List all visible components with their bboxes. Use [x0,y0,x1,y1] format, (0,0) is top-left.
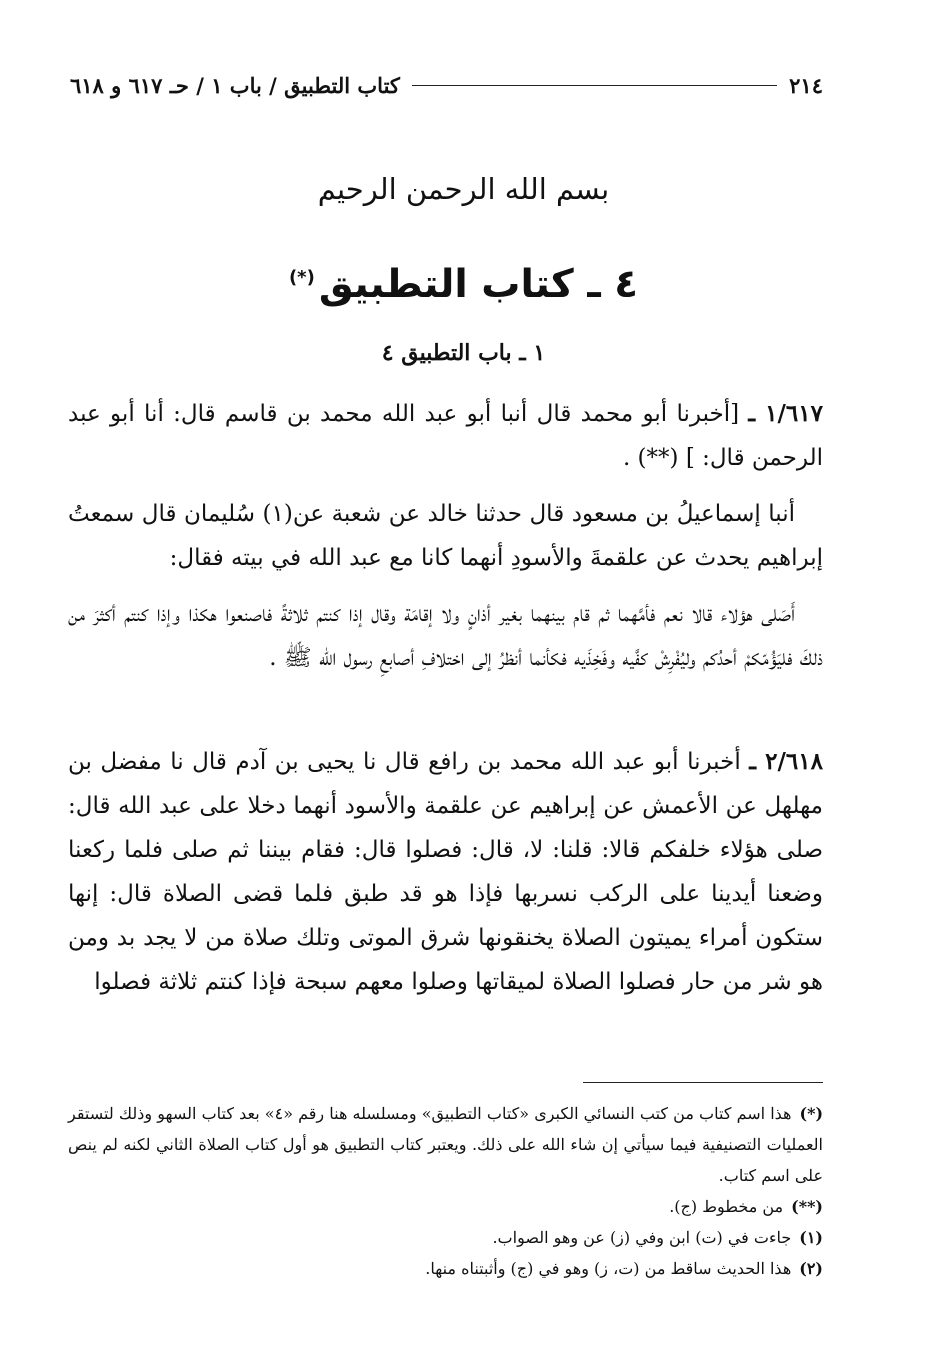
footnotes [68,1098,823,1284]
book-title-text: ٤ ـ كتاب التطبيق [318,262,639,307]
footnote-separator [583,1082,823,1083]
footnote-text: من مخطوط (ج). [669,1197,784,1216]
book-title-marker: (*) [288,267,315,288]
chain-text: أنبا إسماعيلُ بن مسعود قال حدثنا خالد عن شعبة عن(١) سُليمان قال سمعتُ إبراهيم يحدث عن علقمةَ والأسودِ أنهما كانا مع عبد الله في بيته فقال: [68,501,823,571]
page-number: ٢١٤ [789,72,823,98]
matn-text: أَصَلى هؤلاء قالا نعم فأمَّهما ثم قام بينهما بغير أذانٍ ولا إقامَة وقال إذا كنتم ثلاثةً فاصنعوا هكذا وإذا كنتم أكثرَ من ذلكَ فليَؤُمّكمْ أحدُكم وليُفْرِشْ كفَّيه وفَخِذَيه فكأنما أنظرُ إلى اختلافِ أصابعِ رسول الله ﷺ . [68,601,823,671]
footnote [68,1253,823,1284]
hadith-617-chain [68,492,823,580]
footnote [68,1098,823,1191]
footnote-mark: (*) [799,1104,824,1123]
hadith-617-isnad-intro [68,392,823,480]
hadith-617-matn [68,592,823,680]
hadith-618 [68,740,823,1004]
footnote-text: هذا الحديث ساقط من (ت، ز) وهو في (ج) وأثبتناه منها. [425,1259,792,1278]
footnote-text: جاءت في (ت) ابن وفي (ز) عن وهو الصواب. [492,1228,792,1247]
basmala: بسم الله الرحمن الرحيم [317,172,610,206]
chapter-title: ١ ـ باب التطبيق ٤ [381,340,546,366]
footnote [68,1191,823,1222]
book-title [0,262,927,307]
footnote [68,1222,823,1253]
header-rule [412,85,777,86]
page-header [70,70,823,100]
hadith-number: ٢/٦١٨ ـ [749,748,823,775]
footnote-text: هذا اسم كتاب من كتب النسائي الكبرى «كتاب التطبيق» ومسلسله هنا رقم «٤» بعد كتاب السهو وذلك لتستقر العمليات التصنيفية فيما سيأتي إن شاء الله على ذلك. ويعتبر كتاب التطبيق هو أول كتاب الصلاة الثاني لكنه لم ينص على اسم كتاب. [68,1104,823,1185]
footnote-mark: (٢) [799,1259,823,1278]
running-title: كتاب التطبيق / باب ١ / حـ ٦١٧ و ٦١٨ [70,72,400,98]
footnote-mark: (**) [791,1197,823,1216]
isnad-intro-text: [أخبرنا أبو محمد قال أنبا أبو عبد الله محمد بن قاسم قال: أنا أبو عبد الرحمن قال: ] (**) . [68,401,823,471]
footnote-mark: (١) [799,1228,823,1247]
hadith-618-text: أخبرنا أبو عبد الله محمد بن رافع قال نا يحيى بن آدم قال نا مفضل بن مهلهل عن الأعمش عن إبراهيم عن علقمة والأسود أنهما دخلا على عبد الله قال: صلى هؤلاء خلفكم قالا: قلنا: لا، قال: فصلوا قال: فقام بيننا ثم صلى فلما ركعنا وضعنا أيدينا على الركب نسربها فإذا هو قد طبق فلما قضى الصلاة قال: إنها ستكون أمراء يميتون الصلاة يخنقونها شرق الموتى وتلك صلاة من لا يجد بد ومن هو شر من حار فصلوا الصلاة لميقاتها وصلوا معهم سبحة فإذا كنتم ثلاثة فصلوا [68,749,823,995]
hadith-number: ١/٦١٧ ـ [748,400,823,427]
